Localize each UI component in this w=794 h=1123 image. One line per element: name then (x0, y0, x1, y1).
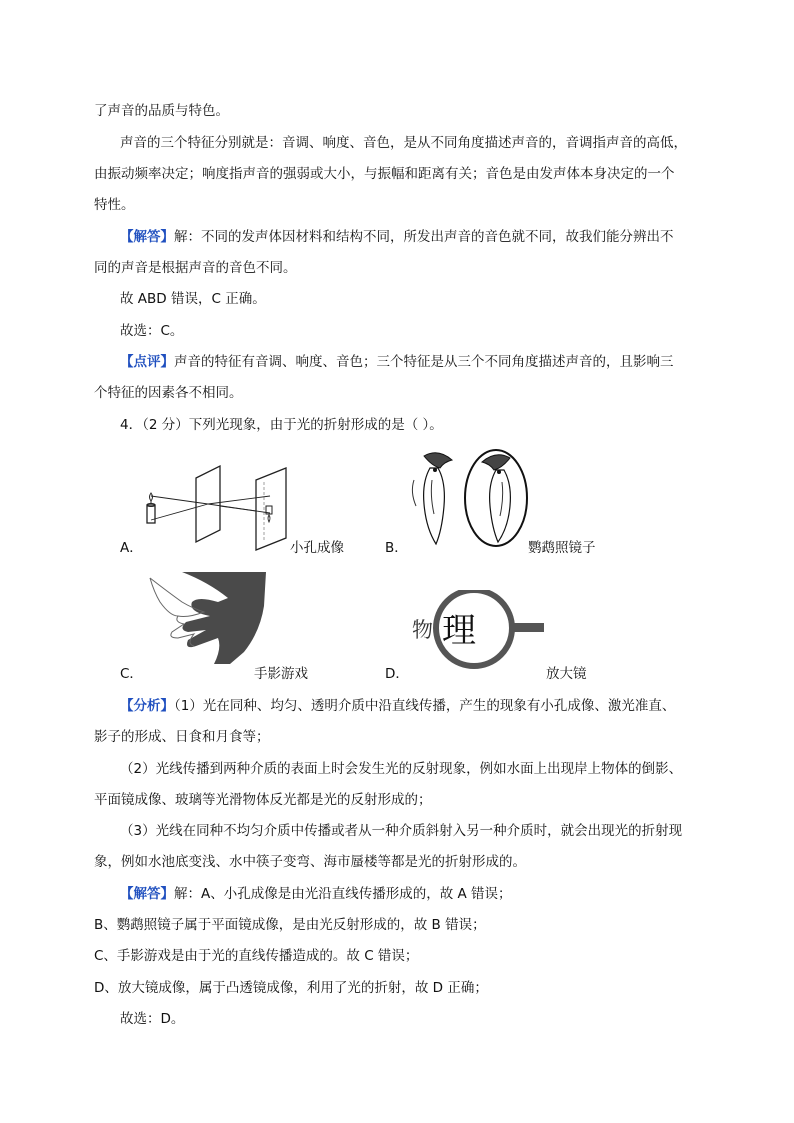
text-line: 了声音的品质与特色。 (94, 103, 229, 119)
comment-tag: 【点评】 (120, 354, 174, 370)
text-line: 个特征的因素各不相同。 (94, 385, 243, 401)
comment-line (120, 352, 730, 372)
text-line: 由振动频率决定；响度指声音的强弱或大小，与振幅和距离有关；音色是由发声体本身决定的一个 (94, 166, 675, 182)
text-line: 象，例如水池底变浅、水中筷子变弯、海市蜃楼等都是光的折射形成的。 (94, 854, 526, 870)
option-d-text: 放大镜 (546, 666, 587, 682)
text-line: 同的声音是根据声音的音色不同。 (94, 260, 297, 276)
parrot-mirror-figure (402, 446, 530, 550)
text-line: C、手影游戏是由于光的直线传播造成的。故 C 错误； (94, 948, 419, 964)
answer-text: 解：不同的发声体因材料和结构不同，所发出声音的音色就不同，故我们能分辨出不 (174, 229, 674, 245)
text-line: 特性。 (94, 197, 135, 213)
text-line: 故选：C。 (120, 323, 184, 339)
option-c-text: 手影游戏 (254, 666, 308, 682)
option-a-letter: A． (120, 540, 143, 556)
pinhole-camera-figure (138, 460, 298, 555)
text-line: 故选：D。 (120, 1011, 185, 1027)
text-line: D、放大镜成像，属于凸透镜成像，利用了光的折射，故 D 正确； (94, 980, 488, 996)
option-d-letter: D． (385, 666, 409, 682)
text-line: 声音的三个特征分别就是：音调、响度、音色，是从不同角度描述声音的，音调指声音的高低， (120, 135, 687, 151)
answer-tag: 【解答】 (120, 229, 174, 245)
text-line: 平面镜成像、玻璃等光滑物体反光都是光的反射形成的； (94, 792, 432, 808)
magnifier-char-1: 物 (412, 618, 433, 642)
answer-text: 解：A、小孔成像是由光沿直线传播形成的，故 A 错误； (174, 886, 512, 902)
answer-line (120, 884, 730, 904)
option-a-text: 小孔成像 (290, 540, 344, 556)
comment-text: 声音的特征有音调、响度、音色；三个特征是从三个不同角度描述声音的，且影响三 (174, 354, 674, 370)
text-line: （3）光线在同种不均匀介质中传播或者从一种介质斜射入另一种介质时，就会出现光的折射现 (120, 823, 683, 839)
text-line: （2）光线传播到两种介质的表面上时会发生光的反射现象，例如水面上出现岸上物体的倒影、 (120, 761, 683, 777)
analysis-tag: 【分析】 (120, 698, 174, 714)
question-4: 4．（2 分）下列光现象，由于光的折射形成的是（ ）。 (120, 417, 443, 433)
text-line: 故 ABD 错误，C 正确。 (120, 291, 266, 307)
analysis-text: （1）光在同种、均匀、透明介质中沿直线传播，产生的现象有小孔成像、激光准直、 (174, 698, 676, 714)
hand-shadow-figure (148, 572, 298, 664)
magnifier-figure (408, 590, 548, 670)
answer-tag: 【解答】 (120, 886, 174, 902)
text-line: B、鹦鹉照镜子属于平面镜成像，是由光反射形成的，故 B 错误； (94, 917, 486, 933)
magnifier-char-2: 理 (442, 611, 476, 651)
analysis-line (120, 696, 730, 716)
option-b-letter: B． (385, 540, 408, 556)
option-c-letter: C． (120, 666, 143, 682)
option-b-text: 鹦鹉照镜子 (528, 540, 596, 556)
answer-line (120, 227, 730, 247)
text-line: 影子的形成、日食和月食等； (94, 729, 270, 745)
